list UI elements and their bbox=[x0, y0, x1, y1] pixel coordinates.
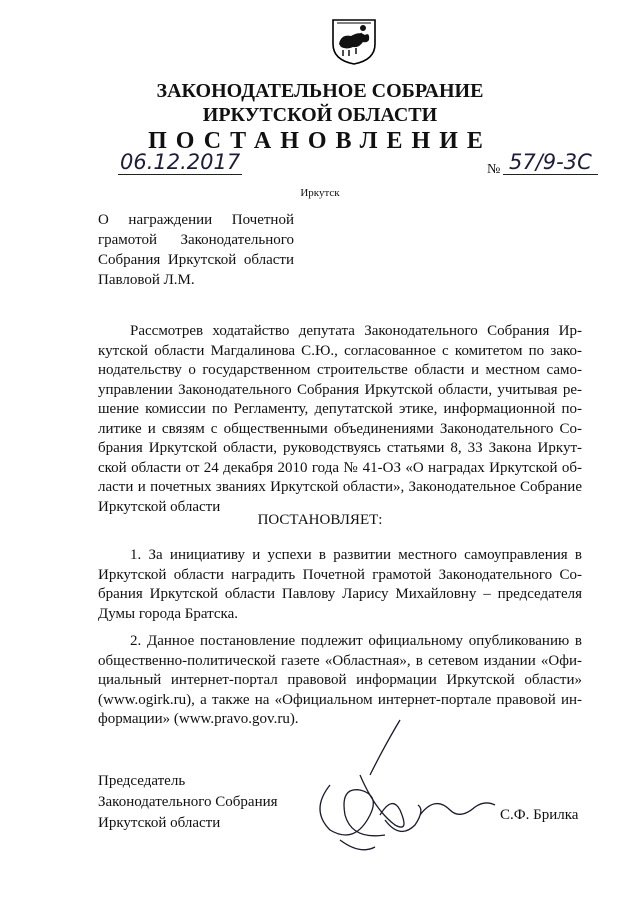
preamble-paragraph bbox=[98, 322, 582, 517]
signatory-title-line: Председатель bbox=[98, 773, 186, 789]
text-line: 1. За инициативу и успехи в развитии местного самоуправления в bbox=[130, 547, 582, 563]
number-label: № bbox=[487, 162, 501, 177]
document-date: 06.12.2017 bbox=[120, 150, 241, 174]
text-line: Иркутской области наградить Почетной грамотой Законодательного Со- bbox=[98, 566, 582, 583]
coat-of-arms-icon bbox=[329, 14, 379, 66]
text-line: нодательству о государственном строительстве области и местном само- bbox=[98, 362, 582, 378]
subject-line: Павловой Л.М. bbox=[98, 272, 195, 288]
text-line: формации» (www.pravo.gov.ru). bbox=[98, 711, 299, 727]
signatory-title-line: Иркутской области bbox=[98, 815, 221, 831]
signatory-title bbox=[98, 771, 278, 834]
text-line: брания Иркутской области Павлову Ларису Михайловну – председателя bbox=[98, 586, 582, 602]
subject-line: Собрания Иркутской области bbox=[98, 252, 294, 268]
document-type-title: ПОСТАНОВЛЕНИЕ bbox=[148, 128, 492, 154]
text-line: общественно-политической газете «Областная», в сетевом издании «Офи- bbox=[98, 652, 582, 669]
signatory-name: С.Ф. Брилка bbox=[500, 807, 579, 823]
clause-1-paragraph bbox=[98, 546, 582, 624]
resolves-heading: ПОСТАНОВЛЯЕТ: bbox=[257, 512, 383, 528]
subject-line: О награждении Почетной bbox=[98, 212, 294, 228]
document-subject bbox=[98, 210, 294, 290]
signatory-title-line: Законодательного Собрания bbox=[98, 794, 278, 810]
text-line: ласти и почетных званиях Иркутской области», Законодательное Собрание bbox=[98, 479, 582, 495]
text-line: циальный интернет-портал правовой информации Иркутской области» bbox=[98, 672, 582, 688]
subject-line: грамотой Законодательного bbox=[98, 232, 294, 248]
text-line: управлении Законодательного Собрания Иркутской области, учитывая ре- bbox=[98, 381, 582, 398]
text-line: Рассмотрев ходатайство депутата Законодательного Собрания Ир- bbox=[130, 323, 582, 339]
text-line: Думы города Братска. bbox=[98, 605, 238, 622]
text-line: ской области от 24 декабря 2010 года № 41-ОЗ «О наградах Иркутской об- bbox=[98, 459, 582, 476]
text-line: (www.ogirk.ru), а также на «Официальном интернет-портале правовой ин- bbox=[98, 691, 582, 708]
organization-name-line2: ИРКУТСКОЙ ОБЛАСТИ bbox=[202, 104, 438, 126]
handwritten-signature bbox=[300, 715, 500, 865]
text-line: кутской области Магдалинова С.Ю., согласованное с комитетом по зако- bbox=[98, 342, 582, 359]
text-line: 2. Данное постановление подлежит официальному опубликованию в bbox=[130, 633, 582, 649]
text-line: шение комиссии по Регламенту, депутатской этике, информационной по- bbox=[98, 401, 582, 417]
organization-name-line1: ЗАКОНОДАТЕЛЬНОЕ СОБРАНИЕ bbox=[156, 80, 484, 102]
text-line: Иркутской области bbox=[98, 498, 221, 515]
document-number: 57/9-3С bbox=[503, 150, 598, 175]
text-line: брания Иркутской области, руководствуясь статьями 8, 33 Закона Иркут- bbox=[98, 440, 582, 456]
text-line: литике и связям с общественными объединениями Законодательного Со- bbox=[98, 420, 582, 437]
city-name: Иркутск bbox=[300, 187, 340, 199]
